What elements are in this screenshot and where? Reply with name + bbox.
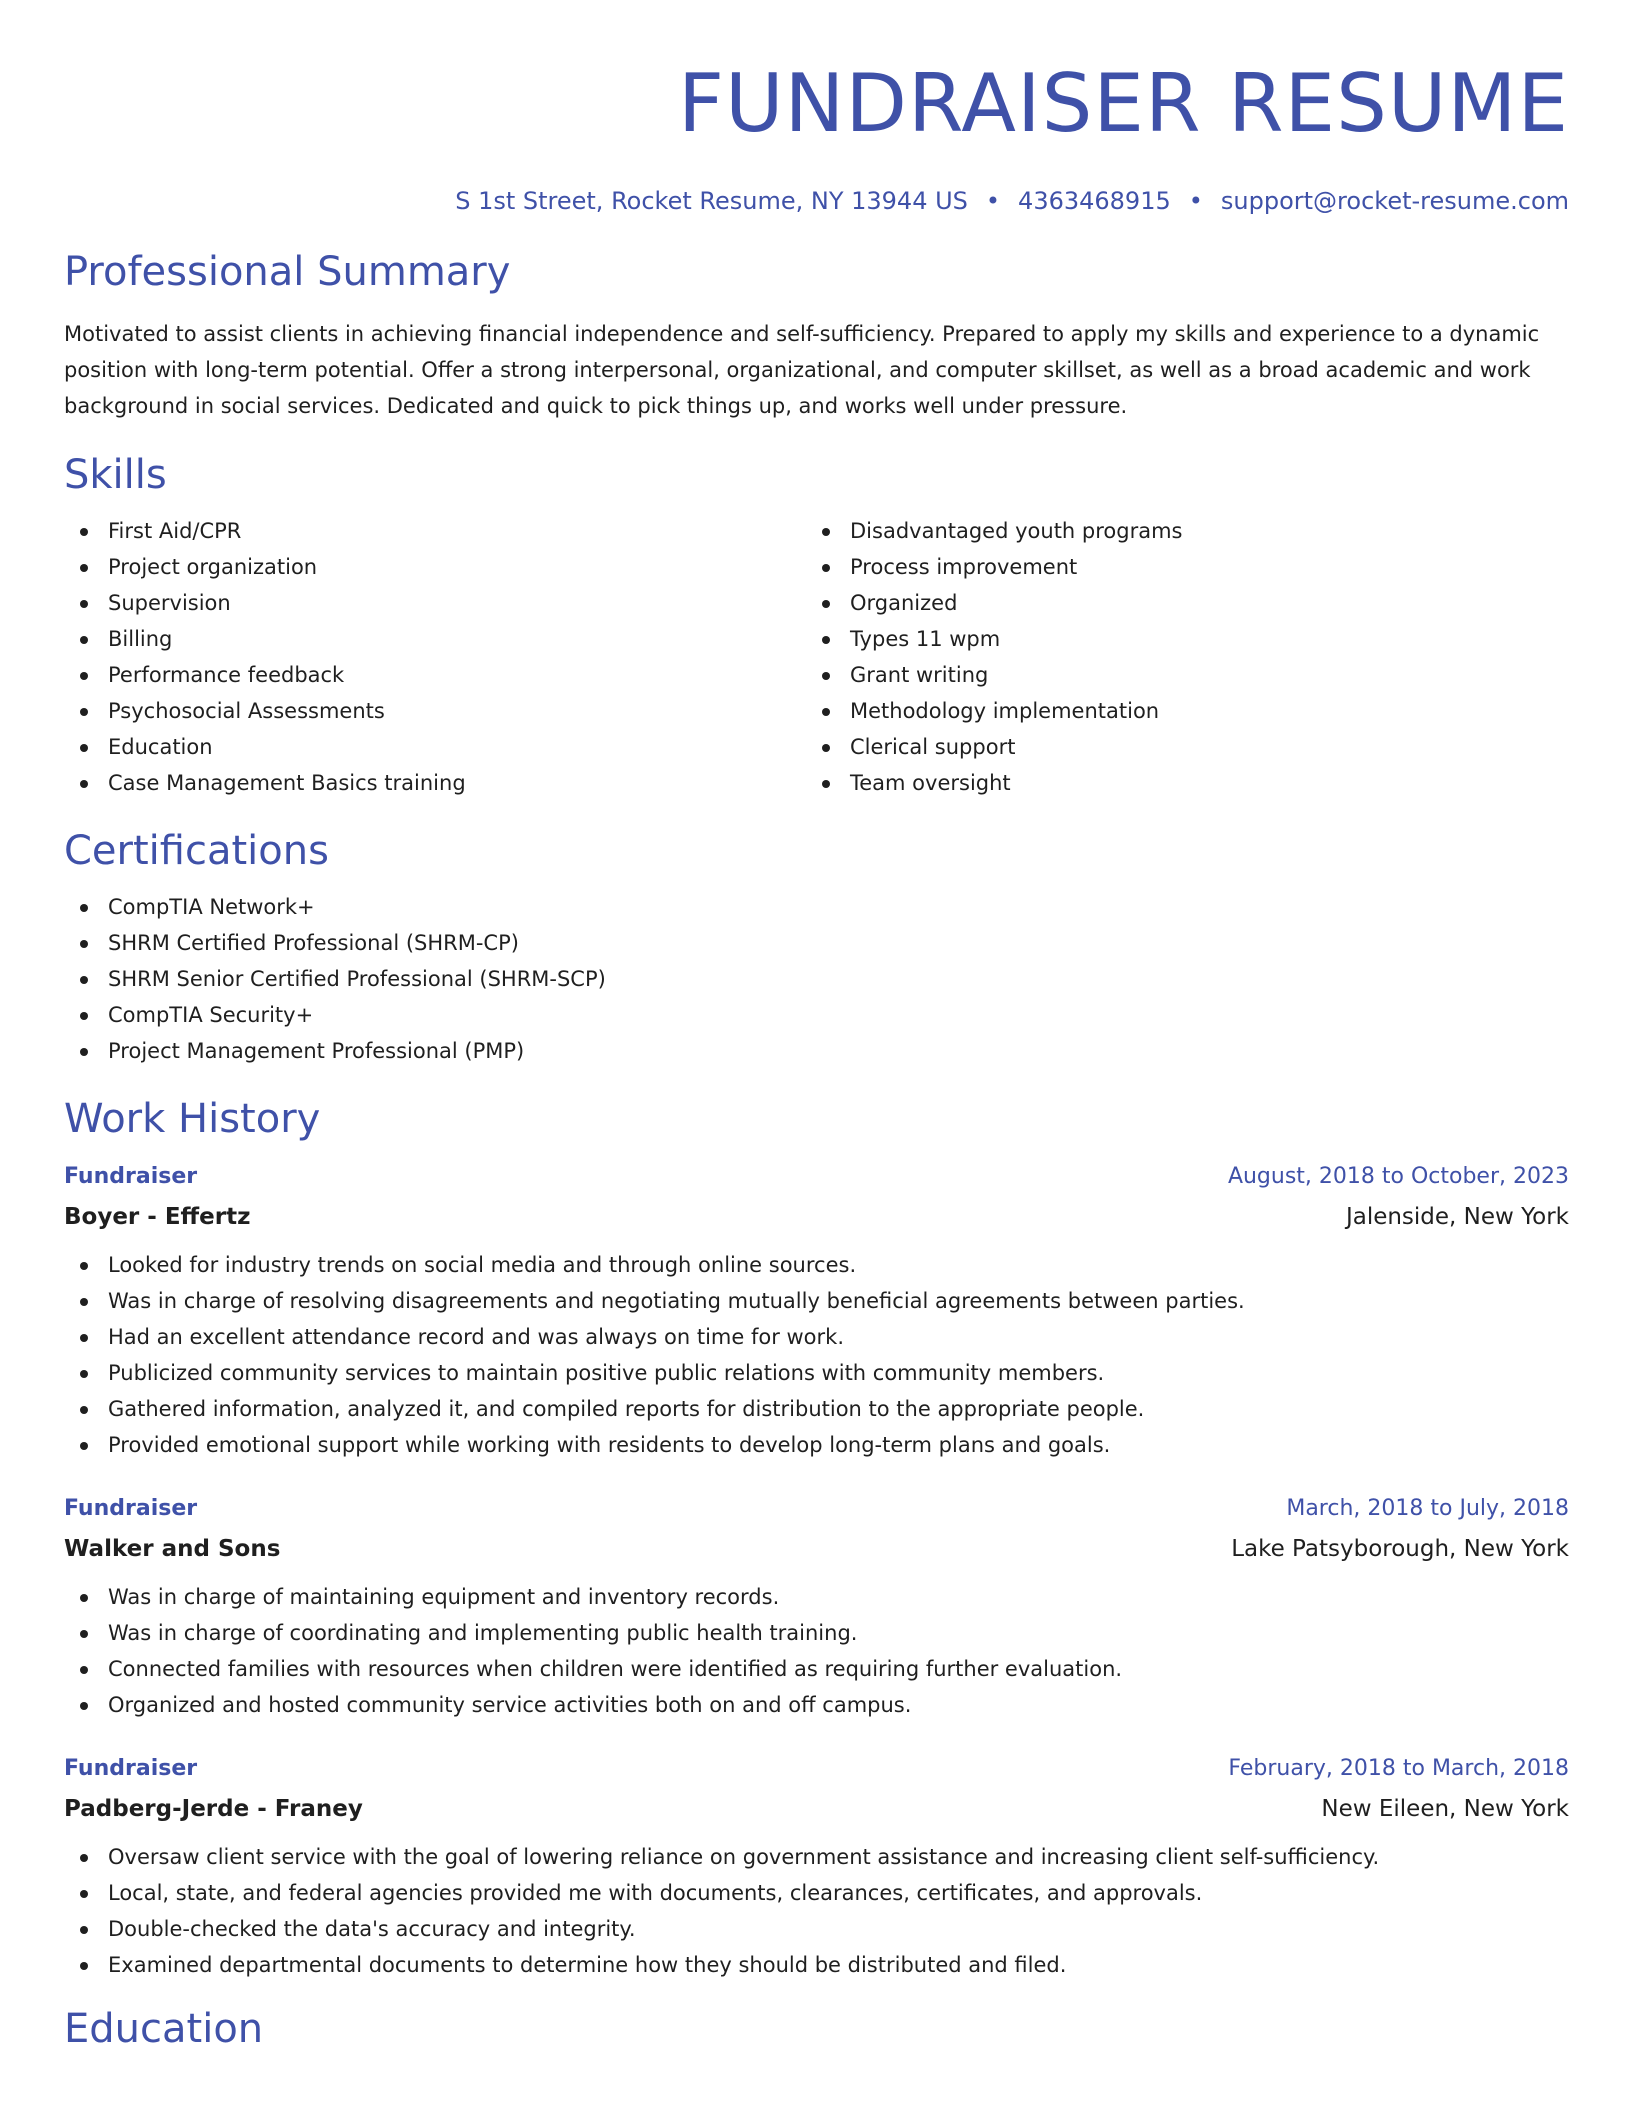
skills-list-right <box>806 513 1548 801</box>
contact-separator: • <box>1188 187 1203 215</box>
job-title-row <box>64 1749 1569 1789</box>
job-duties-list <box>64 1579 1569 1723</box>
job-title: Fundraiser <box>64 1756 198 1781</box>
job-entry <box>64 1749 1569 1983</box>
certification-item: Project Management Professional (PMP) <box>64 1033 1569 1069</box>
certification-item: SHRM Certified Professional (SHRM-CP) <box>64 925 1569 961</box>
job-dates: February, 2018 to March, 2018 <box>1228 1756 1569 1781</box>
skills-section <box>64 451 1569 801</box>
job-company-row <box>64 1197 1569 1237</box>
skills-list-left <box>64 513 806 801</box>
job-company: Boyer - Effertz <box>64 1204 251 1230</box>
job-company-row <box>64 1529 1569 1569</box>
work-history-section <box>64 1095 1569 1983</box>
skill-item: Methodology implementation <box>806 693 1548 729</box>
education-heading: Education <box>64 2006 264 2052</box>
certifications-section <box>64 827 1569 1069</box>
certifications-heading: Certifications <box>64 828 329 874</box>
job-dates: August, 2018 to October, 2023 <box>1227 1164 1569 1189</box>
skill-item: Process improvement <box>806 549 1548 585</box>
summary-section <box>64 248 1569 424</box>
job-duty: Looked for industry trends on social media and through online sources. <box>64 1247 1569 1283</box>
job-duty: Double-checked the data's accuracy and integrity. <box>64 1911 1569 1947</box>
skill-item: Psychosocial Assessments <box>64 693 806 729</box>
job-duty: Connected families with resources when children were identified as requiring further evaluation. <box>64 1651 1569 1687</box>
skills-columns <box>64 513 1569 801</box>
skill-item: Types 11 wpm <box>806 621 1548 657</box>
job-company-row <box>64 1789 1569 1829</box>
skill-item: Project organization <box>64 549 806 585</box>
skill-item: Case Management Basics training <box>64 765 806 801</box>
skill-item: First Aid/CPR <box>64 513 806 549</box>
contact-email[interactable]: support@rocket-resume.com <box>1220 187 1569 215</box>
certification-item: CompTIA Security+ <box>64 997 1569 1033</box>
skill-item: Disadvantaged youth programs <box>806 513 1548 549</box>
job-company: Padberg-Jerde - Franey <box>64 1796 363 1822</box>
job-duty: Organized and hosted community service activities both on and off campus. <box>64 1687 1569 1723</box>
skill-item: Organized <box>806 585 1548 621</box>
job-title-row <box>64 1157 1569 1197</box>
job-duty: Oversaw client service with the goal of lowering reliance on government assistance and increasing client self-sufficiency. <box>64 1839 1569 1875</box>
job-title: Fundraiser <box>64 1496 198 1521</box>
job-duties-list <box>64 1247 1569 1463</box>
job-location: New Eileen, New York <box>1321 1796 1569 1822</box>
summary-text: Motivated to assist clients in achieving financial independence and self-sufficiency. Prepared to apply my skills and experience to a dynamic position with long-term potential. Offer a strong interpersonal, organizational, and computer skillset, as well as a broad academic and work background in social services. Dedicated and quick to pick things up, and works well under pressure. <box>64 322 1540 418</box>
job-entry <box>64 1489 1569 1723</box>
education-section <box>64 2005 1569 2053</box>
job-duty: Publicized community services to maintain positive public relations with community members. <box>64 1355 1569 1391</box>
job-entry <box>64 1157 1569 1463</box>
job-title: Fundraiser <box>64 1164 198 1189</box>
contact-address: S 1st Street, Rocket Resume, NY 13944 US <box>455 187 968 215</box>
certifications-list <box>64 889 1569 1069</box>
job-company: Walker and Sons <box>64 1536 281 1562</box>
job-duties-list <box>64 1839 1569 1983</box>
skill-item: Team oversight <box>806 765 1548 801</box>
job-duty: Was in charge of resolving disagreements and negotiating mutually beneficial agreements between parties. <box>64 1283 1569 1319</box>
skill-item: Clerical support <box>806 729 1548 765</box>
contact-phone: 4363468915 <box>1018 187 1171 215</box>
job-location: Lake Patsyborough, New York <box>1231 1536 1569 1562</box>
skill-item: Billing <box>64 621 806 657</box>
work-history-heading: Work History <box>64 1096 321 1142</box>
certification-item: SHRM Senior Certified Professional (SHRM-SCP) <box>64 961 1569 997</box>
job-location: Jalenside, New York <box>1345 1204 1569 1230</box>
job-duty: Local, state, and federal agencies provided me with documents, clearances, certificates, and approvals. <box>64 1875 1569 1911</box>
job-duty: Examined departmental documents to determine how they should be distributed and filed. <box>64 1947 1569 1983</box>
job-duty: Provided emotional support while working with residents to develop long-term plans and goals. <box>64 1427 1569 1463</box>
job-dates: March, 2018 to July, 2018 <box>1286 1496 1569 1521</box>
job-duty: Was in charge of maintaining equipment and inventory records. <box>64 1579 1569 1615</box>
contact-line <box>64 186 1569 216</box>
skills-heading: Skills <box>64 452 167 498</box>
skill-item: Supervision <box>64 585 806 621</box>
summary-heading: Professional Summary <box>64 249 511 295</box>
certification-item: CompTIA Network+ <box>64 889 1569 925</box>
contact-separator: • <box>985 187 1001 215</box>
job-duty: Had an excellent attendance record and was always on time for work. <box>64 1319 1569 1355</box>
job-title-row <box>64 1489 1569 1529</box>
job-duty: Gathered information, analyzed it, and compiled reports for distribution to the appropriate people. <box>64 1391 1569 1427</box>
skill-item: Performance feedback <box>64 657 806 693</box>
job-duty: Was in charge of coordinating and implementing public health training. <box>64 1615 1569 1651</box>
skill-item: Grant writing <box>806 657 1548 693</box>
skill-item: Education <box>64 729 806 765</box>
resume-title: FUNDRAISER RESUME <box>677 57 1569 150</box>
